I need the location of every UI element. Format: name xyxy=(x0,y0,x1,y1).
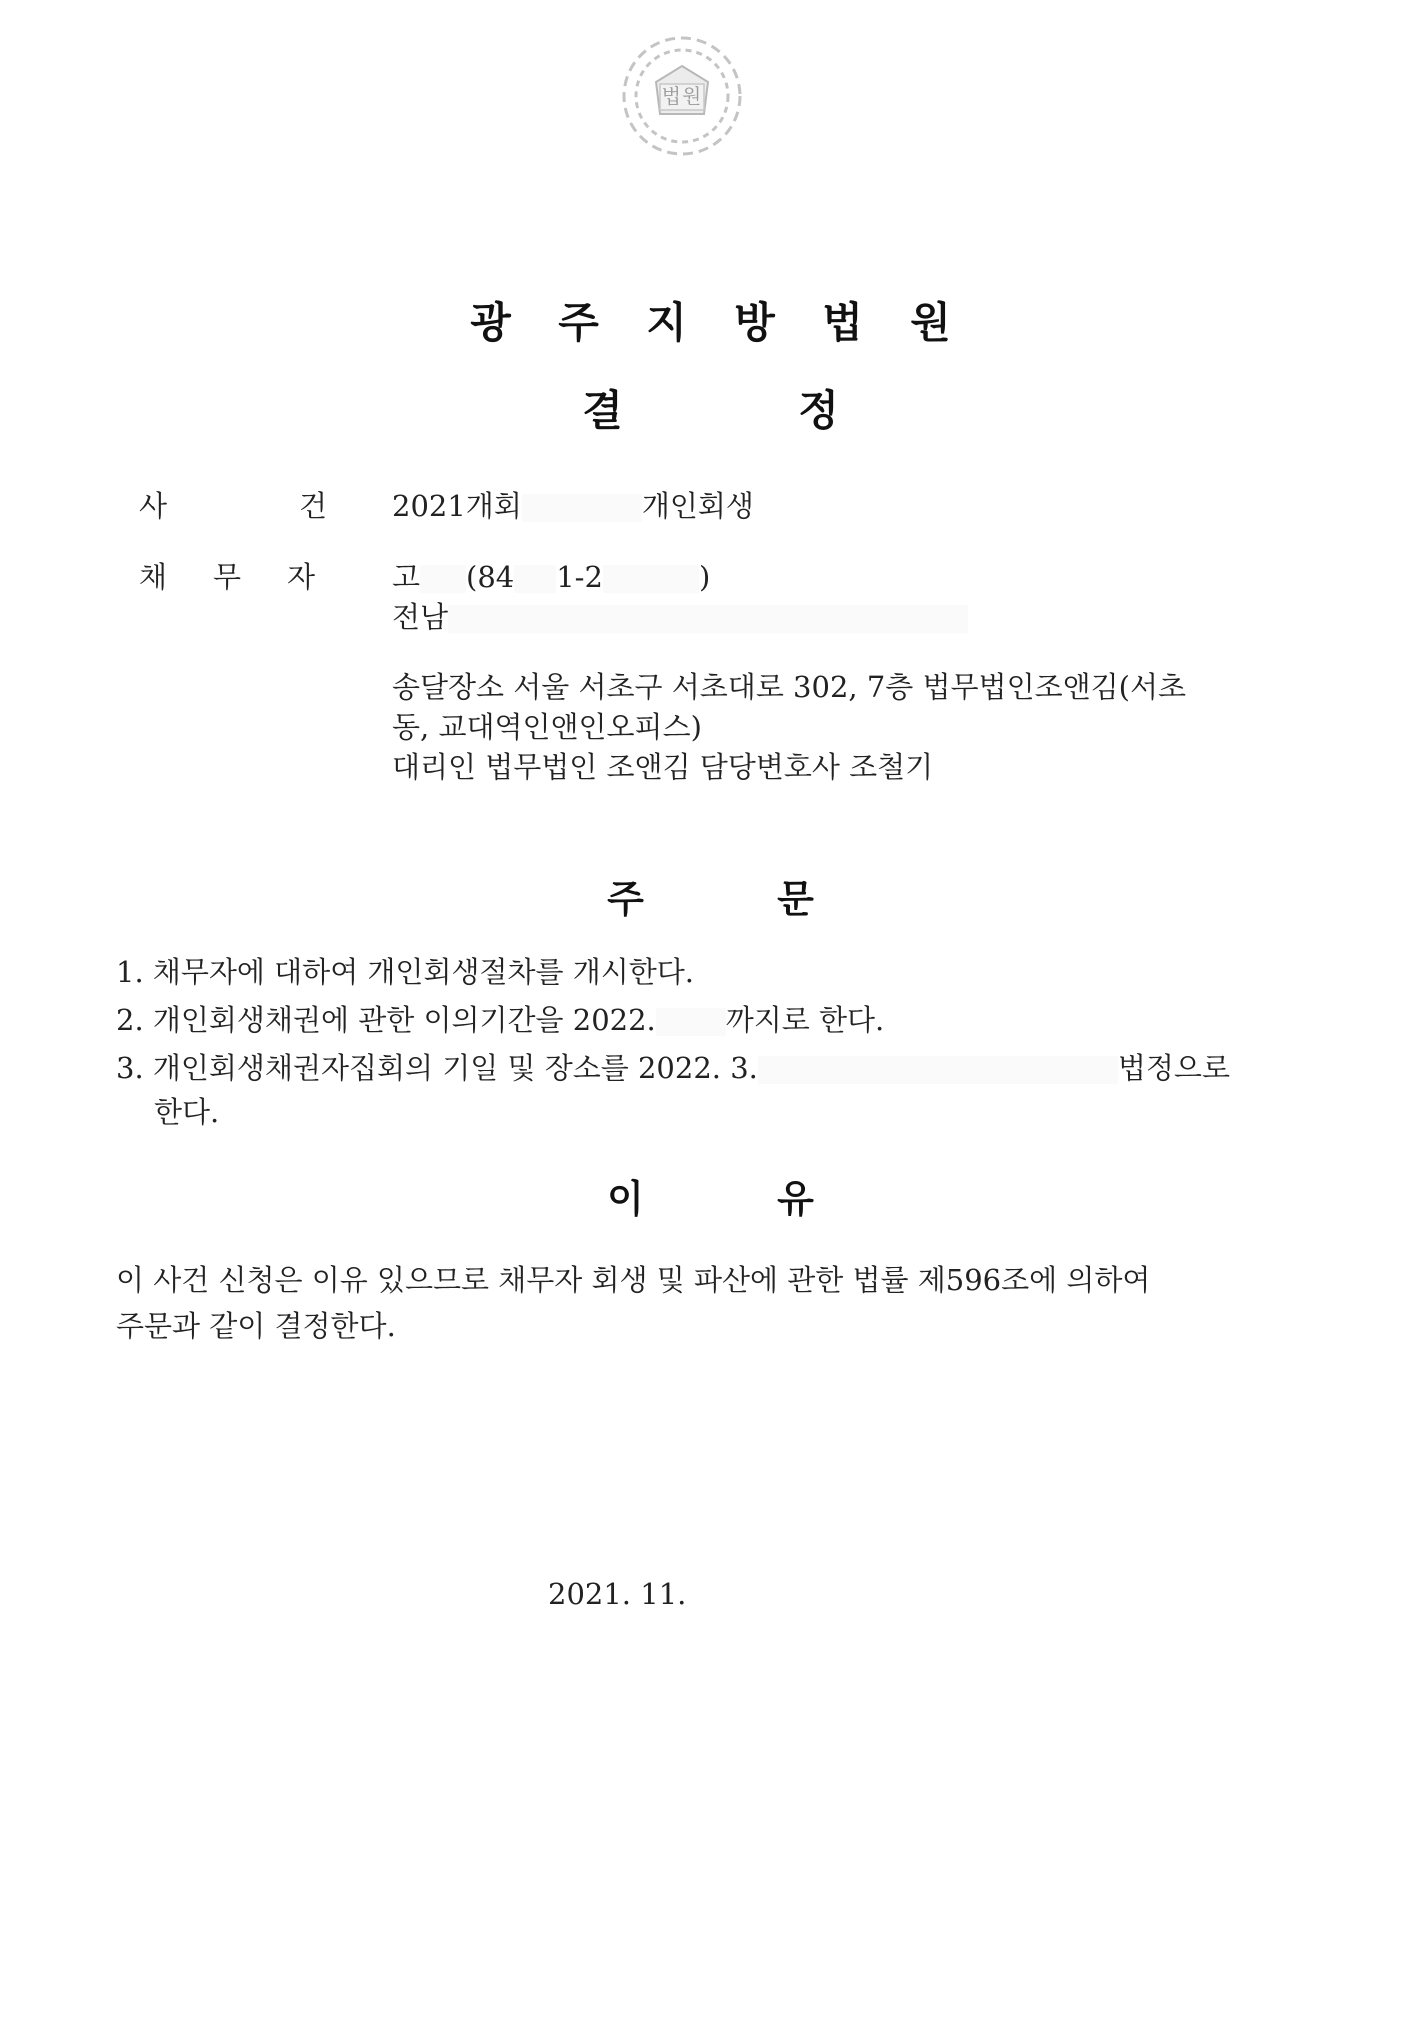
redaction-box xyxy=(758,1056,1118,1084)
order-item: 2. 개인회생채권에 관한 이의기간을 2022. 까지로 한다. xyxy=(116,1003,885,1037)
case-number: 2021개회 개인회생 xyxy=(392,489,754,523)
seal-text: 법원 xyxy=(661,84,703,108)
reason-text: 주문과 같이 결정한다. xyxy=(116,1309,396,1343)
decision-date: 2021. 11. xyxy=(548,1577,687,1611)
service-address-line: 동, 교대역인앤인오피스) xyxy=(392,710,702,744)
court-name-char: 지 xyxy=(646,298,687,347)
court-name-char: 원 xyxy=(910,298,951,347)
reason-text: 이 사건 신청은 이유 있으므로 채무자 회생 및 파산에 관한 법률 제596조에 의하여 xyxy=(116,1263,1151,1297)
redaction-box xyxy=(522,494,642,522)
redaction-box xyxy=(420,565,466,593)
order-item: 1. 채무자에 대하여 개인회생절차를 개시한다. xyxy=(116,955,695,989)
redaction-box xyxy=(656,1008,726,1036)
order-heading: 주 문 xyxy=(607,877,814,921)
document-type-char: 정 xyxy=(798,386,839,435)
debtor-address: 전남 xyxy=(392,595,968,636)
reason-heading: 이 유 xyxy=(607,1177,814,1221)
order-item: 3. 개인회생채권자집회의 기일 및 장소를 2022. 3. 법정으로 xyxy=(116,1051,1230,1085)
document-type-char: 결 xyxy=(582,386,623,435)
court-name-char: 광 xyxy=(470,298,511,347)
debtor-name: 고 (84 1-2 ) xyxy=(392,560,711,594)
agent-line: 대리인 법무법인 조앤김 담당변호사 조철기 xyxy=(392,750,934,784)
court-name-char: 방 xyxy=(734,298,775,347)
service-address-line: 송달장소 서울 서초구 서초대로 302, 7층 법무법인조앤김(서초 xyxy=(392,670,1186,704)
case-label: 사 건 xyxy=(138,489,327,523)
document-type-heading xyxy=(0,378,1421,438)
court-name-heading xyxy=(0,290,1421,350)
court-name-char: 법 xyxy=(822,298,863,347)
redaction-box xyxy=(514,565,556,593)
order-item-continuation: 한다. xyxy=(154,1095,220,1129)
court-name-char: 주 xyxy=(558,298,599,347)
court-seal-icon xyxy=(608,22,756,170)
debtor-label: 채 무 자 xyxy=(138,560,315,594)
redaction-box xyxy=(603,565,699,593)
redaction-box xyxy=(448,605,968,633)
